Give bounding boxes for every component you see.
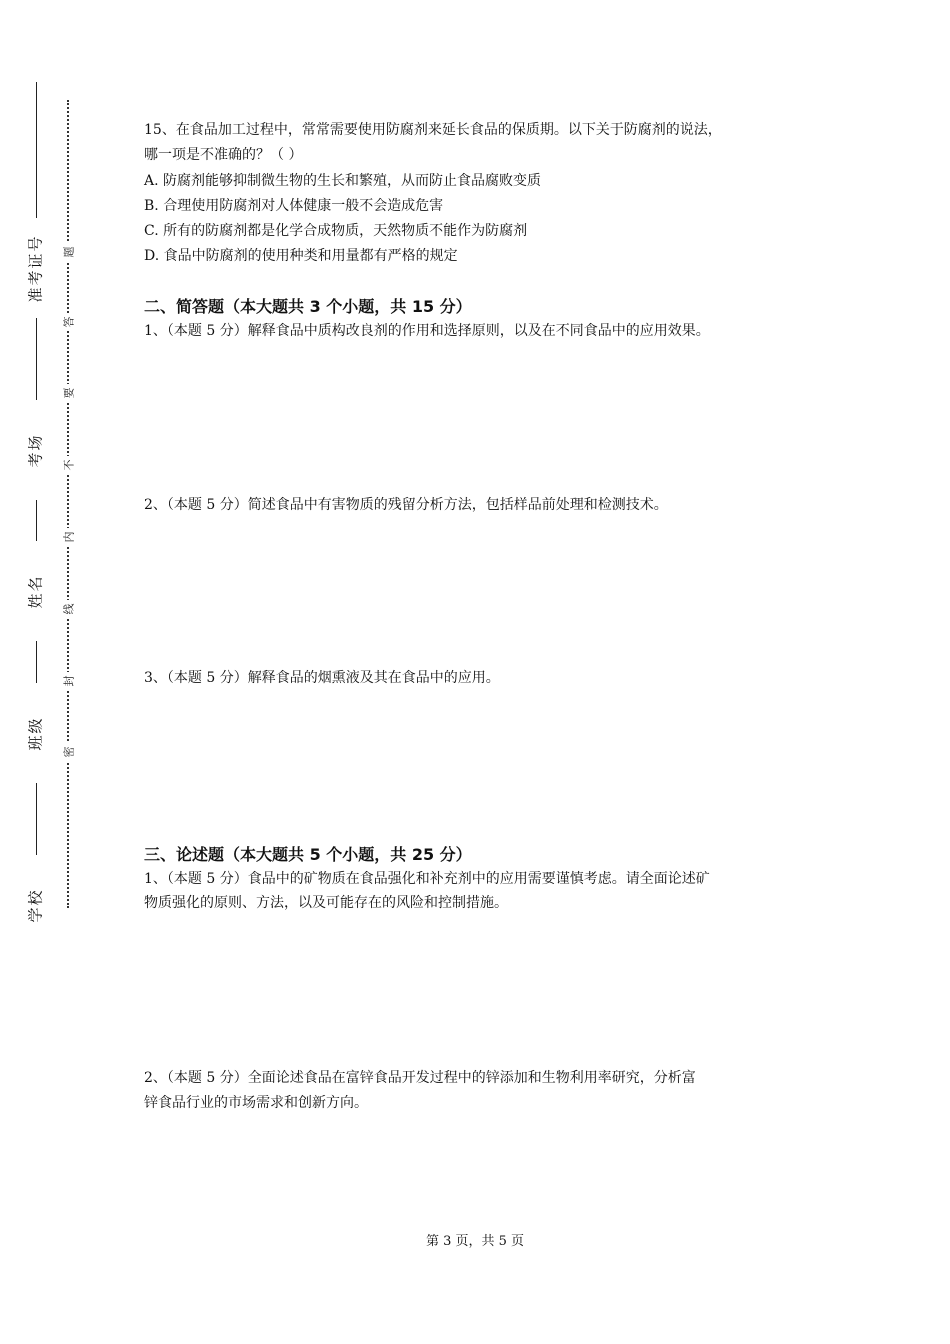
question-15-option-b: B. 合理使用防腐剂对人体健康一般不会造成危害 <box>144 198 444 214</box>
field-class <box>18 683 52 783</box>
seal-char: 线 <box>59 600 77 618</box>
seal-char: 要 <box>59 384 77 402</box>
essay-question-2-line1: 2、（本题 5 分）全面论述食品在富锌食品开发过程中的锌添加和生物利用率研究，分析富 <box>144 1070 696 1086</box>
seal-char: 题 <box>59 243 77 261</box>
essay-question-2-line2: 锌食品行业的市场需求和创新方向。 <box>144 1095 368 1111</box>
seal-char: 密 <box>59 743 77 761</box>
section-title-short-answer: 二、简答题（本大题共 3 个小题，共 15 分） <box>144 297 472 316</box>
field-class-label: 班级 <box>26 715 45 751</box>
field-exam-room <box>18 400 52 500</box>
section-title-essay: 三、论述题（本大题共 5 个小题，共 25 分） <box>144 845 472 864</box>
short-answer-question-1: 1、（本题 5 分）解释食品中质构改良剂的作用和选择原则，以及在不同食品中的应用效果。 <box>144 323 710 339</box>
field-name <box>18 541 52 641</box>
question-15-option-a: A. 防腐剂能够抑制微生物的生长和繁殖，从而防止食品腐败变质 <box>144 173 542 189</box>
seal-char: 内 <box>59 528 77 546</box>
question-15-text-line1: 15、在食品加工过程中，常常需要使用防腐剂来延长食品的保质期。以下关于防腐剂的说法， <box>144 122 722 138</box>
page-number: 第 3 页，共 5 页 <box>425 1234 525 1249</box>
field-exam-room-label: 考场 <box>26 432 45 468</box>
binding-solid-line <box>36 82 37 922</box>
field-exam-number-label: 准考证号 <box>26 233 45 303</box>
field-school-label: 学校 <box>26 887 45 923</box>
question-15-text-line2: 哪一项是不准确的？（ ） <box>144 147 303 163</box>
seal-char: 答 <box>59 313 77 331</box>
essay-question-1-line1: 1、（本题 5 分）食品中的矿物质在食品强化和补充剂中的应用需要谨慎考虑。请全面论述矿 <box>144 871 710 887</box>
essay-question-1-line2: 物质强化的原则、方法，以及可能存在的风险和控制措施。 <box>144 895 508 911</box>
question-15-option-d: D. 食品中防腐剂的使用种类和用量都有严格的规定 <box>144 248 458 264</box>
short-answer-question-3: 3、（本题 5 分）解释食品的烟熏液及其在食品中的应用。 <box>144 670 500 686</box>
field-school <box>18 855 52 955</box>
seal-char: 封 <box>59 672 77 690</box>
seal-dotted-line <box>67 100 69 908</box>
question-15-option-c: C. 所有的防腐剂都是化学合成物质，天然物质不能作为防腐剂 <box>144 223 528 239</box>
field-exam-number <box>18 218 52 318</box>
field-name-label: 姓名 <box>26 573 45 609</box>
short-answer-question-2: 2、（本题 5 分）简述食品中有害物质的残留分析方法，包括样品前处理和检测技术。 <box>144 497 668 513</box>
seal-char: 不 <box>59 456 77 474</box>
